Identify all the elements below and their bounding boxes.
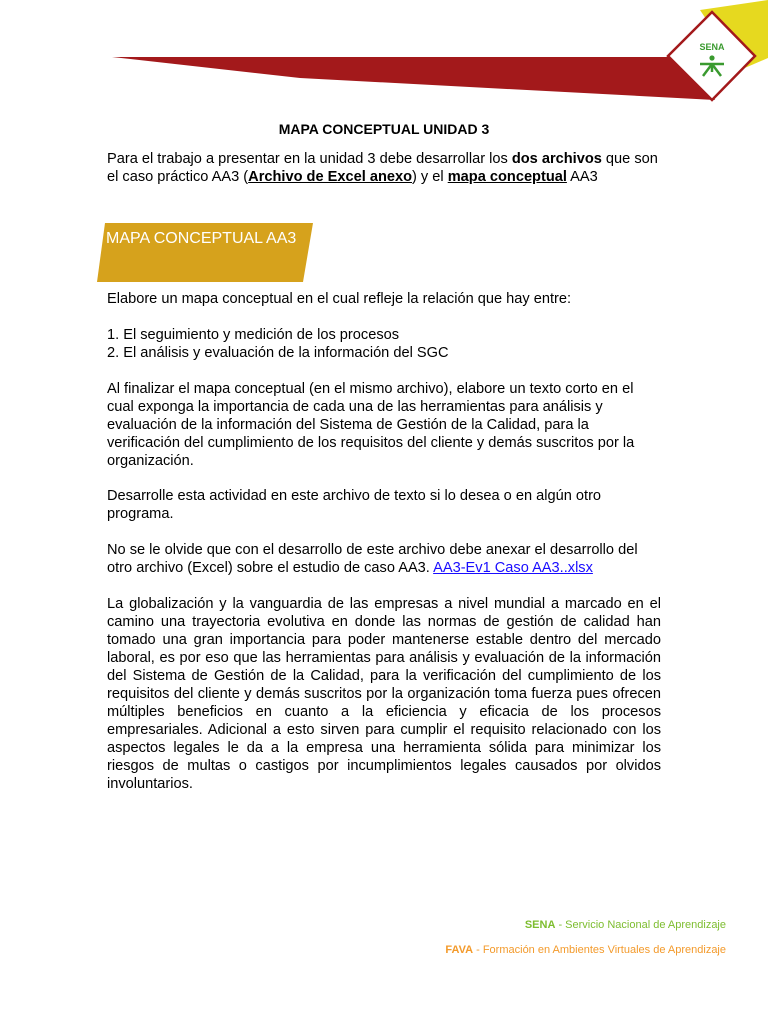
desarrolle-paragraph xyxy=(107,487,661,523)
intro-text-4: AA3 xyxy=(566,169,598,185)
list-item: 1. El seguimiento y medición de los procesos xyxy=(107,327,400,343)
intro-text-2: que son el caso práctico AA3 ( xyxy=(107,151,658,185)
al-finalizar-text: Al finalizar el mapa conceptual (en el mismo archivo), elabore un texto corto en el cual exponga la importancia de cada una de las herramientas para análisis y evaluación de la información del Sistema de Gestión de la Calidad, para la verificación del cumplimiento de los requisitos del cliente y demás suscritos por la organización. xyxy=(107,381,635,469)
section-banner xyxy=(97,223,313,282)
sena-logo-text: SENA xyxy=(699,42,725,52)
header-graphic xyxy=(0,0,768,110)
essay-text: La globalización y la vanguardia de las empresas a nivel mundial a marcado en el camino una trayectoria evolutiva en donde las normas de gestión de calidad han tomado una gran importancia para poder mantenerse estable dentro del mercado laboral, es por eso que las herramientas para análisis y evaluación de la información del Sistema de Gestión de la Calidad, para la verificación del cumplimiento de los requisitos del cliente y demás suscritos por la organización toma fuerza pues ofrecen múltiples beneficios en cuanto a la eficiencia y eficacia de los procesos empresariales. Adicional a esto sirven para cumplir el requisito relacionado con los aspectos legales le da a la empresa una herramienta sólida para minimizar los riesgos de multas o castigos por incumplimientos legales causados por olvidos involuntarios. xyxy=(107,596,661,792)
intro-text-1: Para el trabajo a presentar en la unidad 3 debe desarrollar los xyxy=(107,151,512,167)
intro-text-3: ) y el xyxy=(412,169,448,185)
elabore-paragraph xyxy=(107,290,661,308)
no-olvide-text: No se le olvide que con el desarrollo de este archivo debe anexar el desarrollo del otro archivo (Excel) sobre el estudio de caso AA3. xyxy=(107,542,638,576)
no-olvide-paragraph xyxy=(107,541,661,577)
desarrolle-text: Desarrolle esta actividad en este archivo de texto si lo desea o en algún otro programa. xyxy=(107,488,602,522)
red-ribbon xyxy=(112,57,715,100)
intro-mapa-conceptual: mapa conceptual xyxy=(447,169,567,185)
intro-excel-annex: Archivo de Excel anexo xyxy=(248,169,413,185)
footer-sena xyxy=(226,919,726,931)
al-finalizar-paragraph xyxy=(107,380,661,470)
elabore-text: Elabore un mapa conceptual en el cual refleje la relación que hay entre: xyxy=(107,291,572,307)
intro-paragraph xyxy=(107,150,661,186)
relation-list xyxy=(107,326,661,362)
excel-file-link[interactable]: AA3-Ev1 Caso AA3..xlsx xyxy=(433,560,593,576)
section-heading: MAPA CONCEPTUAL AA3 xyxy=(106,230,297,247)
footer-sena-text: - Servicio Nacional de Aprendizaje xyxy=(555,919,726,931)
footer-sena-bold: SENA xyxy=(524,919,556,931)
footer-fava-text: - Formación en Ambientes Virtuales de Aprendizaje xyxy=(473,944,726,956)
essay-paragraph xyxy=(107,595,661,793)
list-item: 2. El análisis y evaluación de la información del SGC xyxy=(107,345,449,361)
footer-fava-bold: FAVA xyxy=(445,944,474,956)
intro-bold-dos-archivos: dos archivos xyxy=(511,151,602,167)
document-title: MAPA CONCEPTUAL UNIDAD 3 xyxy=(278,121,490,137)
footer-fava xyxy=(226,944,726,956)
